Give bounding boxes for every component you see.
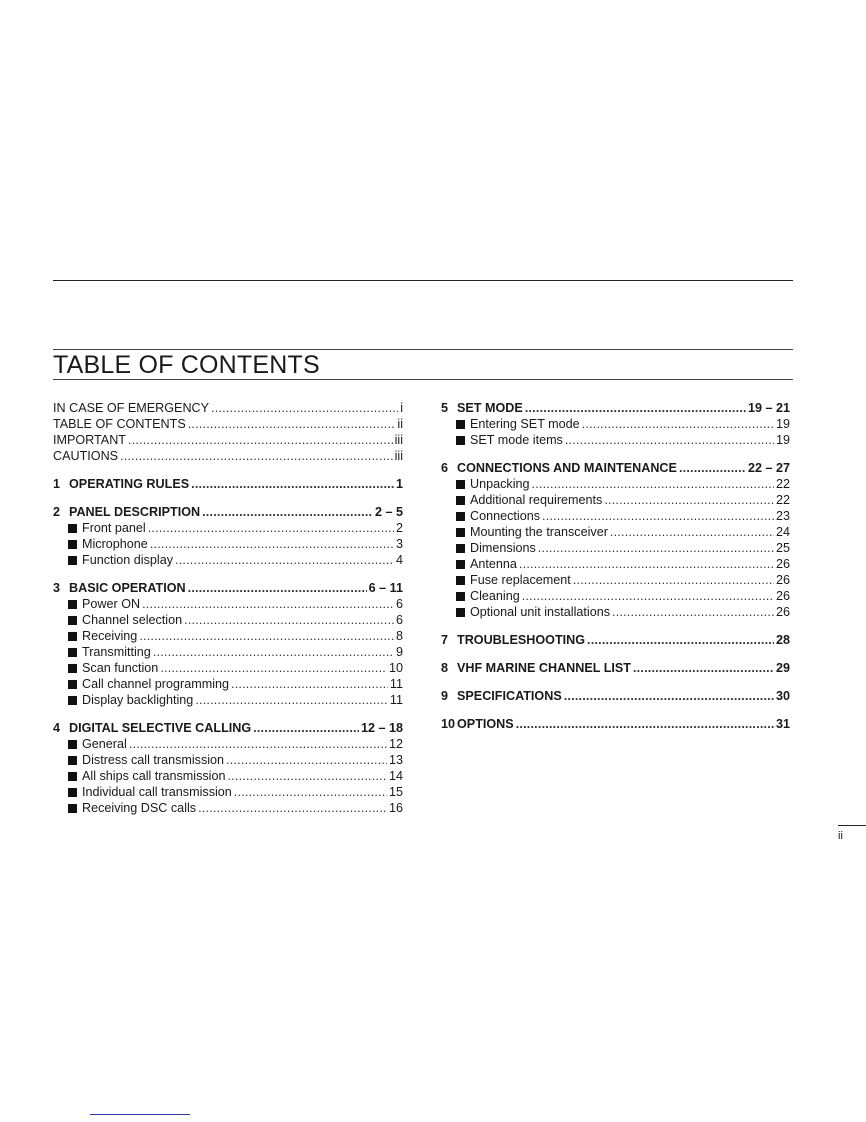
toc-page-ref: 22: [775, 477, 790, 491]
toc-front-entry[interactable]: [53, 432, 403, 448]
square-bullet-icon: [68, 632, 77, 641]
toc-sub-entry[interactable]: [441, 540, 790, 556]
toc-entry-label: [53, 676, 229, 692]
toc-sub-entry[interactable]: [441, 492, 790, 508]
top-rule: [53, 280, 793, 281]
toc-entry-label: [53, 612, 182, 628]
section-number: 5: [441, 401, 449, 415]
toc-sub-entry[interactable]: [53, 520, 403, 536]
section-number: 1: [53, 477, 61, 491]
toc-entry-label: [53, 768, 225, 784]
toc-section-entry[interactable]: [53, 580, 403, 596]
sub-entry-title: All ships call transmission: [82, 769, 226, 783]
sub-entry-title: SET mode items: [470, 433, 563, 447]
toc-sub-entry[interactable]: [53, 752, 403, 768]
section-gap: [441, 676, 790, 688]
section-number: 9: [441, 689, 449, 703]
square-bullet-icon: [68, 740, 77, 749]
sub-entry-title: Entering SET mode: [470, 417, 580, 431]
toc-left-column: [53, 400, 403, 816]
toc-sub-entry[interactable]: [53, 692, 403, 708]
section-title: BASIC OPERATION: [69, 581, 186, 595]
dot-leader: [184, 612, 394, 628]
dot-leader: [191, 476, 394, 492]
toc-page-ref: 14: [388, 769, 403, 783]
square-bullet-icon: [456, 608, 465, 617]
toc-entry-label: [441, 432, 563, 448]
toc-section-entry[interactable]: [441, 688, 790, 704]
toc-entry-label: [53, 628, 137, 644]
toc-sub-entry[interactable]: [441, 556, 790, 572]
toc-section-entry[interactable]: [441, 460, 790, 476]
square-bullet-icon: [68, 696, 77, 705]
toc-page-ref: 4: [395, 553, 403, 567]
sub-entry-title: Transmitting: [82, 645, 151, 659]
dot-leader: [148, 520, 394, 536]
dot-leader: [565, 432, 774, 448]
dot-leader: [226, 752, 387, 768]
toc-entry-label: [441, 716, 514, 732]
toc-entry-label: [53, 720, 251, 736]
toc-page-ref: 10: [388, 661, 403, 675]
toc-page-ref: 8: [395, 629, 403, 643]
toc-section-entry[interactable]: [441, 660, 790, 676]
toc-sub-entry[interactable]: [441, 524, 790, 540]
toc-entry-label: [441, 556, 517, 572]
toc-entry-label: [441, 604, 610, 620]
square-bullet-icon: [68, 772, 77, 781]
sub-entry-title: Scan function: [82, 661, 159, 675]
dot-leader: [253, 720, 359, 736]
square-bullet-icon: [456, 528, 465, 537]
toc-entry-label: [53, 552, 173, 568]
sub-entry-title: Additional requirements: [470, 493, 603, 507]
square-bullet-icon: [456, 544, 465, 553]
section-gap: [53, 708, 403, 720]
dot-leader: [525, 400, 746, 416]
page-title: TABLE OF CONTENTS: [53, 351, 320, 379]
toc-entry-label: CAUTIONS: [53, 449, 119, 463]
toc-entry-label: [441, 588, 520, 604]
toc-front-entry[interactable]: [53, 448, 403, 464]
section-gap: [441, 448, 790, 460]
square-bullet-icon: [456, 560, 465, 569]
toc-page-ref: 22 – 27: [747, 461, 790, 475]
toc-entry-label: [53, 800, 196, 816]
section-number: 6: [441, 461, 449, 475]
toc-sub-entry[interactable]: [53, 784, 403, 800]
dot-leader: [633, 660, 774, 676]
toc-section-entry[interactable]: [441, 632, 790, 648]
toc-entry-label: [53, 596, 140, 612]
dot-leader: [679, 460, 746, 476]
toc-entry-label: [53, 476, 189, 492]
dot-leader: [582, 416, 774, 432]
dot-leader: [198, 800, 387, 816]
toc-entry-label: IMPORTANT: [53, 433, 126, 447]
square-bullet-icon: [68, 804, 77, 813]
toc-page-ref: 6 – 11: [368, 581, 403, 595]
square-bullet-icon: [456, 576, 465, 585]
toc-page-ref: 24: [775, 525, 790, 539]
dot-leader: [139, 628, 394, 644]
toc-page-ref: 9: [395, 645, 403, 659]
sub-entry-title: Microphone: [82, 537, 148, 551]
toc-entry-label: [53, 752, 224, 768]
toc-page-ref: 29: [775, 661, 790, 675]
toc-entry-label: [53, 784, 232, 800]
square-bullet-icon: [68, 556, 77, 565]
toc-section-entry[interactable]: [441, 716, 790, 732]
toc-page-ref: 12: [388, 737, 403, 751]
sub-entry-title: Unpacking: [470, 477, 530, 491]
toc-page-ref: 3: [395, 537, 403, 551]
square-bullet-icon: [68, 664, 77, 673]
dot-leader: [128, 432, 393, 448]
toc-page-ref: iii: [394, 449, 403, 463]
toc-entry-label: [53, 520, 146, 536]
toc-entry-label: [441, 492, 602, 508]
sub-entry-title: Front panel: [82, 521, 146, 535]
square-bullet-icon: [68, 648, 77, 657]
section-title: VHF MARINE CHANNEL LIST: [457, 661, 631, 675]
dot-leader: [516, 716, 774, 732]
toc-page-ref: 13: [388, 753, 403, 767]
square-bullet-icon: [456, 592, 465, 601]
section-number: 10: [441, 717, 456, 731]
toc-sub-entry[interactable]: [441, 588, 790, 604]
sub-entry-title: Dimensions: [470, 541, 536, 555]
toc-sub-entry[interactable]: [53, 628, 403, 644]
toc-page-ref: 30: [775, 689, 790, 703]
toc-page-ref: 28: [775, 633, 790, 647]
toc-entry-label: [53, 660, 158, 676]
toc-page-ref: 26: [775, 557, 790, 571]
toc-page-ref: iii: [394, 433, 403, 447]
toc-front-entry[interactable]: [53, 400, 403, 416]
toc-page-ref: 31: [775, 717, 790, 731]
section-title: TROUBLESHOOTING: [457, 633, 586, 647]
section-gap: [53, 492, 403, 504]
toc-entry-label: [53, 692, 193, 708]
toc-entry-label: [441, 540, 536, 556]
toc-entry-label: [53, 644, 151, 660]
toc-sub-entry[interactable]: [53, 552, 403, 568]
sub-entry-title: Display backlighting: [82, 693, 194, 707]
square-bullet-icon: [456, 512, 465, 521]
toc-page-ref: 16: [388, 801, 403, 815]
toc-page-ref: 6: [395, 597, 403, 611]
dot-leader: [150, 536, 394, 552]
toc-sub-entry[interactable]: [53, 736, 403, 752]
toc-section-entry[interactable]: [53, 504, 403, 520]
section-gap: [53, 568, 403, 580]
section-gap: [441, 704, 790, 716]
section-title: PANEL DESCRIPTION: [69, 505, 201, 519]
toc-page-ref: 15: [388, 785, 403, 799]
section-number: 7: [441, 633, 449, 647]
toc-page-ref: i: [400, 401, 403, 415]
toc-entry-label: [441, 572, 571, 588]
toc-page-ref: 11: [389, 677, 403, 691]
toc-sub-entry[interactable]: [53, 800, 403, 816]
toc-page-ref: 22: [775, 493, 790, 507]
page-number: ii: [838, 830, 843, 842]
toc-entry-label: [441, 688, 562, 704]
toc-entry-label: [441, 416, 580, 432]
dot-leader: [195, 692, 388, 708]
section-title: OPTIONS: [457, 717, 514, 731]
dot-leader: [202, 504, 373, 520]
dot-leader: [175, 552, 394, 568]
toc-entry-label: [53, 536, 148, 552]
sub-entry-title: Receiving DSC calls: [82, 801, 197, 815]
square-bullet-icon: [456, 480, 465, 489]
dot-leader: [542, 508, 774, 524]
sub-entry-title: Power ON: [82, 597, 141, 611]
dot-leader: [188, 416, 396, 432]
toc-entry-label: [441, 508, 540, 524]
toc-sub-entry[interactable]: [441, 572, 790, 588]
toc-sub-entry[interactable]: [441, 416, 790, 432]
toc-sub-entry[interactable]: [53, 644, 403, 660]
toc-entry-label: IN CASE OF EMERGENCY: [53, 401, 210, 415]
sub-entry-title: Optional unit installations: [470, 605, 611, 619]
section-gap: [441, 620, 790, 632]
toc-page-ref: 19: [775, 433, 790, 447]
dot-leader: [573, 572, 774, 588]
toc-entry-label: [53, 736, 127, 752]
toc-page-ref: 1: [395, 477, 403, 491]
toc-page-ref: 25: [775, 541, 790, 555]
sub-entry-title: Receiving: [82, 629, 138, 643]
toc-page-ref: 19: [775, 417, 790, 431]
square-bullet-icon: [456, 436, 465, 445]
section-title: SET MODE: [457, 401, 523, 415]
square-bullet-icon: [68, 680, 77, 689]
square-bullet-icon: [68, 788, 77, 797]
toc-page-ref: 23: [775, 509, 790, 523]
toc-sub-entry[interactable]: [53, 596, 403, 612]
dot-leader: [538, 540, 774, 556]
dot-leader: [231, 676, 388, 692]
sub-entry-title: General: [82, 737, 127, 751]
toc-front-entry[interactable]: [53, 416, 403, 432]
dot-leader: [160, 660, 387, 676]
toc-sub-entry[interactable]: [53, 660, 403, 676]
dot-leader: [604, 492, 774, 508]
toc-section-entry[interactable]: [441, 400, 790, 416]
toc-sub-entry[interactable]: [53, 612, 403, 628]
toc-entry-label: [441, 476, 530, 492]
toc-page-ref: 11: [389, 693, 403, 707]
toc-entry-label: [441, 400, 523, 416]
section-gap: [53, 464, 403, 476]
toc-entry-label: TABLE OF CONTENTS: [53, 417, 186, 431]
sub-entry-title: Call channel programming: [82, 677, 229, 691]
sub-entry-title: Channel selection: [82, 613, 183, 627]
section-gap: [441, 648, 790, 660]
dot-leader: [120, 448, 393, 464]
sub-entry-title: Function display: [82, 553, 174, 567]
dot-leader: [129, 736, 387, 752]
dot-leader: [188, 580, 367, 596]
toc-page-ref: 12 – 18: [360, 721, 403, 735]
footer-line: [90, 1114, 190, 1115]
sub-entry-title: Fuse replacement: [470, 573, 571, 587]
toc-page-ref: 26: [775, 589, 790, 603]
toc-entry-label: [441, 460, 677, 476]
toc-entry-label: [53, 504, 200, 520]
square-bullet-icon: [68, 540, 77, 549]
toc-sub-entry[interactable]: [441, 604, 790, 620]
square-bullet-icon: [456, 420, 465, 429]
dot-leader: [522, 588, 774, 604]
sub-entry-title: Antenna: [470, 557, 517, 571]
square-bullet-icon: [68, 616, 77, 625]
sub-entry-title: Distress call transmission: [82, 753, 225, 767]
toc-page-ref: 2: [395, 521, 403, 535]
toc-page-ref: 2 – 5: [374, 505, 403, 519]
sub-entry-title: Mounting the transceiver: [470, 525, 608, 539]
toc-page-ref: ii: [397, 417, 403, 431]
toc-entry-label: [441, 632, 585, 648]
section-number: 8: [441, 661, 449, 675]
dot-leader: [519, 556, 774, 572]
toc-sub-entry[interactable]: [53, 676, 403, 692]
toc-sub-entry[interactable]: [441, 508, 790, 524]
toc-section-entry[interactable]: [53, 476, 403, 492]
square-bullet-icon: [456, 496, 465, 505]
dot-leader: [587, 632, 774, 648]
section-title: SPECIFICATIONS: [457, 689, 562, 703]
toc-entry-label: [441, 660, 631, 676]
toc-sub-entry[interactable]: [441, 432, 790, 448]
toc-sub-entry[interactable]: [53, 768, 403, 784]
section-title: OPERATING RULES: [69, 477, 190, 491]
dot-leader: [532, 476, 774, 492]
sub-entry-title: Connections: [470, 509, 541, 523]
section-title: DIGITAL SELECTIVE CALLING: [69, 721, 252, 735]
dot-leader: [564, 688, 774, 704]
dot-leader: [227, 768, 387, 784]
square-bullet-icon: [68, 600, 77, 609]
sub-entry-title: Individual call transmission: [82, 785, 232, 799]
toc-sub-entry[interactable]: [53, 536, 403, 552]
title-rule-bottom: [53, 379, 793, 380]
sub-entry-title: Cleaning: [470, 589, 520, 603]
toc-sub-entry[interactable]: [441, 476, 790, 492]
toc-section-entry[interactable]: [53, 720, 403, 736]
dot-leader: [153, 644, 394, 660]
dot-leader: [610, 524, 774, 540]
toc-page-ref: 19 – 21: [747, 401, 790, 415]
square-bullet-icon: [68, 756, 77, 765]
dot-leader: [142, 596, 394, 612]
section-number: 2: [53, 505, 61, 519]
section-number: 3: [53, 581, 61, 595]
dot-leader: [234, 784, 387, 800]
toc-entry-label: [53, 580, 186, 596]
page-number-rule: [838, 825, 866, 826]
toc-entry-label: [441, 524, 608, 540]
section-number: 4: [53, 721, 61, 735]
toc-page-ref: 26: [775, 605, 790, 619]
square-bullet-icon: [68, 524, 77, 533]
dot-leader: [612, 604, 774, 620]
toc-page-ref: 6: [395, 613, 403, 627]
toc-page-ref: 26: [775, 573, 790, 587]
section-title: CONNECTIONS AND MAINTENANCE: [457, 461, 677, 475]
toc-right-column: [441, 400, 790, 732]
dot-leader: [211, 400, 398, 416]
